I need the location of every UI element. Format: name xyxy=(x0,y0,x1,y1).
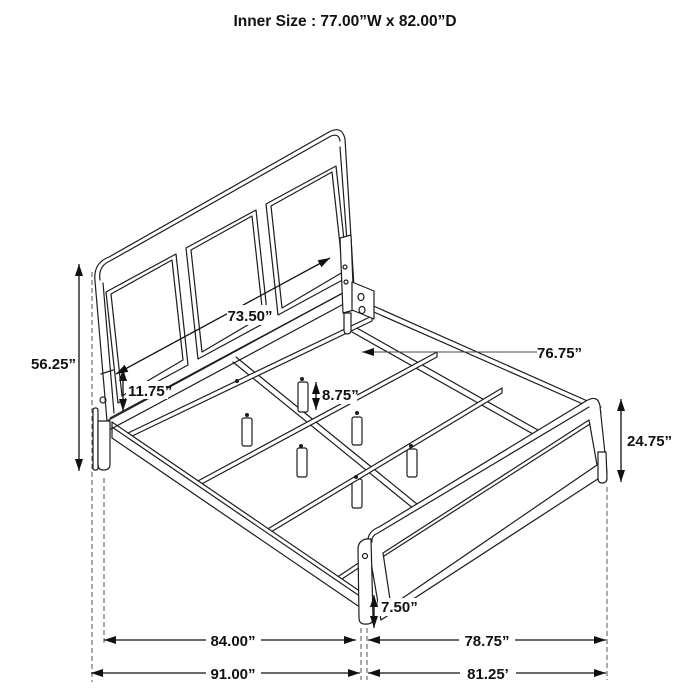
side-rail-left xyxy=(112,422,364,610)
support-leg xyxy=(352,417,362,445)
dim-label-footboard-span: 78.75” xyxy=(464,633,510,650)
footboard-right-post xyxy=(598,452,607,483)
bed-drawing xyxy=(93,130,607,624)
headboard-face xyxy=(95,130,354,421)
page-title: Inner Size : 77.00”W x 82.00”D xyxy=(233,13,457,30)
dim-label-depth-overall: 91.00” xyxy=(210,666,256,683)
dim-label-headboard-height: 56.25” xyxy=(30,356,76,373)
headboard-back-leg xyxy=(93,408,98,470)
side-rail-left-face xyxy=(112,422,364,610)
headboard-right-post-leg xyxy=(344,313,351,334)
headboard-front-leg xyxy=(98,421,110,470)
screw-dot xyxy=(409,444,413,448)
dim-label-footboard-height: 24.75” xyxy=(627,433,673,450)
screw-dot xyxy=(299,444,303,448)
screw-dot xyxy=(300,377,304,381)
support-leg xyxy=(298,382,308,412)
headboard xyxy=(93,130,374,470)
dim-label-slat-length: 76.75” xyxy=(537,345,583,362)
side-rail-left-edge xyxy=(112,427,364,599)
dim-label-footboard-clearance: 7.50” xyxy=(381,599,418,616)
support-leg xyxy=(407,449,417,477)
screw-dot xyxy=(354,475,358,479)
screw-dot xyxy=(355,411,359,415)
screw-dot xyxy=(245,413,249,417)
dim-label-width-overall: 81.25’ xyxy=(467,666,509,683)
support-leg xyxy=(297,448,307,477)
support-leg xyxy=(242,418,252,446)
slat-2 xyxy=(196,352,437,487)
dim-label-slat-leg-height: 8.75” xyxy=(322,387,359,404)
screw-dot xyxy=(235,379,239,383)
footboard-left-post xyxy=(358,539,373,624)
dim-label-depth-inner: 84.00” xyxy=(210,633,256,650)
footboard xyxy=(358,398,607,624)
support-leg xyxy=(352,479,362,508)
dim-label-headboard-width: 73.50” xyxy=(227,308,273,325)
dim-label-headboard-rail-gap: 11.75” xyxy=(128,383,173,400)
